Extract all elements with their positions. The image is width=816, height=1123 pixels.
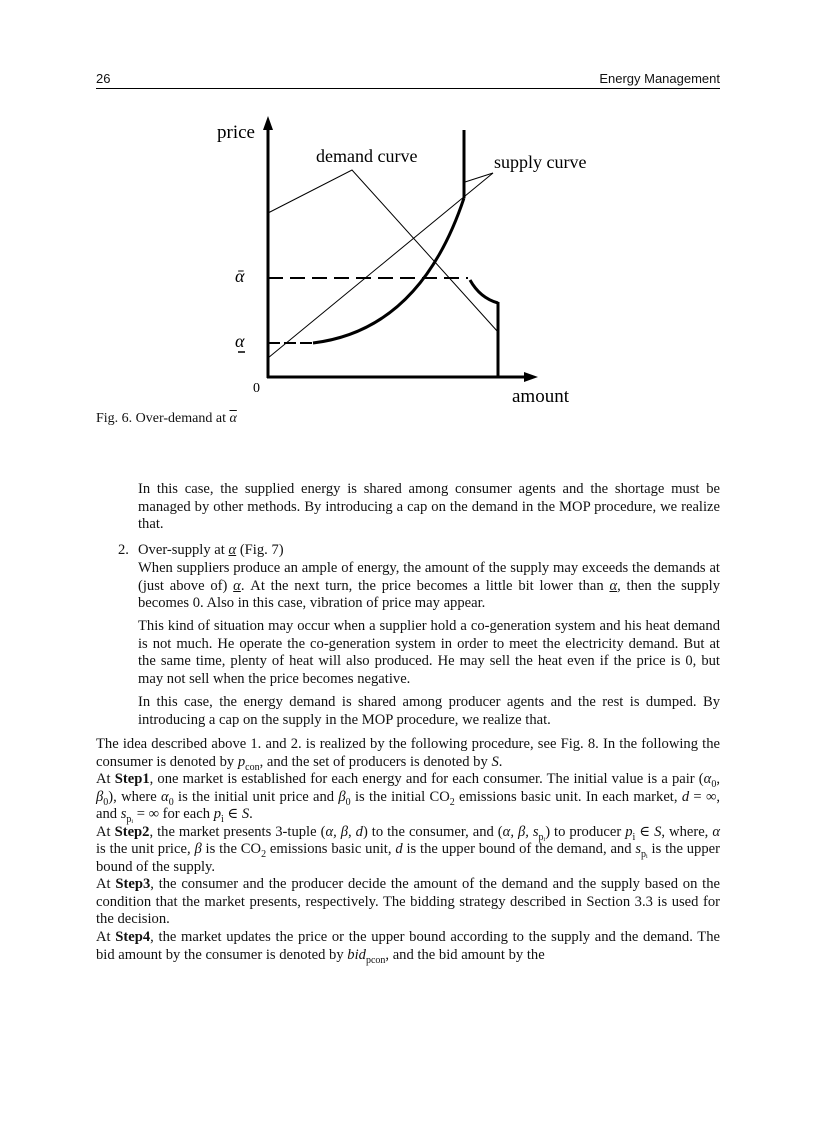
math-symbol: bid (347, 946, 366, 963)
subscript: pᵢ (538, 831, 546, 843)
bold-term: Step1 (114, 771, 150, 788)
subscript: 2 (261, 849, 267, 861)
subscript: con (245, 761, 260, 773)
math-symbol: α (703, 771, 712, 788)
math-symbol: p (213, 806, 221, 823)
math-symbol: β (338, 788, 346, 805)
demand-curve-label: demand curve (316, 146, 418, 166)
alpha-under-label: α (235, 331, 245, 351)
text-run: , the market presents 3-tuple ( (149, 823, 326, 840)
subscript: 0 (103, 796, 109, 808)
paragraph-oversupply (138, 560, 720, 613)
supply-curve-label: supply curve (494, 152, 587, 172)
text-run: This kind of situation may occur when a supplier hold a co-generation system and his heat demand is not much. He operate the co-generation system in order to meet the electricity demand. But at the same time, plenty of heat will also produced. He may sell the heat even if the price is 0, but may not sell when the price becomes negative. (138, 618, 720, 687)
text-run: is the CO (201, 841, 262, 858)
text-run: . (498, 753, 503, 770)
text-run: = ∞, and (96, 788, 720, 823)
text-run: is the initial unit price and (173, 788, 339, 805)
page-number: 26 (96, 71, 111, 86)
subscript: i (220, 814, 224, 826)
math-symbol: d (395, 841, 403, 858)
text-run: ∈ (635, 823, 655, 840)
text-run: = ∞ for each (133, 806, 214, 823)
paragraph-procedure (96, 736, 720, 964)
supply-leader (465, 173, 493, 182)
text-run: , (716, 771, 720, 788)
math-symbol: d (681, 788, 690, 805)
figure-caption (96, 411, 237, 427)
text-run: . At the next turn, the price becomes a little bit lower than (240, 577, 610, 594)
text-run: At (96, 876, 116, 893)
text-run: emissions basic unit, (266, 841, 396, 858)
math-symbol: α (609, 577, 618, 594)
math-symbol: α, β, d (325, 823, 363, 840)
math-symbol: $\overline{\alpha}$ (229, 411, 237, 426)
x-axis-arrow (524, 372, 538, 382)
bold-term: Step2 (114, 823, 150, 840)
subscript: i (632, 831, 636, 843)
text-run: . (249, 806, 253, 823)
subscript: pᵢ (641, 849, 648, 861)
text-run: , the consumer and the producer decide the amount of the demand and the supply based on the condition that the market presents, respectively. The bidding strategy described in Section 3.3 is used for the decision. (96, 876, 720, 928)
math-symbol: p (237, 753, 246, 770)
math-symbol: S (654, 823, 662, 840)
math-symbol: α (228, 542, 237, 558)
text-run: When suppliers produce an ample of energy, the amount of the supply may exceeds the demands at (just above of) (138, 560, 720, 594)
text-run: , then the supply becomes 0. Also in this case, vibration of price may appear. (138, 577, 720, 612)
math-symbol: s (635, 841, 642, 858)
list-number-2: 2. (118, 542, 129, 558)
math-symbol: S (491, 753, 499, 770)
text-run: , where, (661, 823, 713, 840)
supply-curve (313, 198, 464, 343)
text-run: The idea described above 1. and 2. is realized by the following procedure, see Fig. 8. In the following the consumer is denoted by (96, 736, 720, 770)
text-run: , and the bid amount by the (385, 946, 545, 963)
text-run: Fig. 6. Over-demand at (96, 411, 230, 426)
text-run: is the upper bound of the demand, and (402, 841, 636, 858)
text-run: At (96, 929, 116, 946)
subscript: pcon (365, 954, 386, 966)
subscript: pᵢ (126, 814, 134, 826)
text-run: ) to the consumer, and ( (362, 823, 503, 840)
text-run: ), where (108, 788, 162, 805)
x-axis-label: amount (512, 386, 569, 407)
figure-diagram (0, 0, 816, 420)
text-run: (Fig. 7) (236, 542, 284, 558)
paragraph-cogeneration (138, 618, 720, 688)
supply-line (268, 173, 493, 358)
text-run: is the unit price, (96, 841, 195, 858)
math-symbol: S (241, 806, 250, 823)
text-run: , and the set of producers is denoted by (259, 753, 492, 770)
text-run: is the upper bound of the supply. (96, 841, 720, 875)
math-symbol: β (194, 841, 202, 858)
running-title: Energy Management (599, 71, 720, 86)
text-run: , one market is established for each energy and for each consumer. The initial value is a pair ( (149, 771, 704, 788)
text-run: ) to producer (545, 823, 626, 840)
alpha-bar-label: ᾱ (235, 266, 245, 286)
bold-term: Step3 (115, 876, 151, 893)
text-run: In this case, the energy demand is shared among producer agents and the rest is dumped. By introducing a cap on the supply in the MOP procedure, we realize that. (138, 694, 720, 728)
y-axis-label: price (217, 122, 255, 143)
bold-term: Step4 (115, 929, 151, 946)
text-run: At (96, 771, 115, 788)
math-symbol: p (625, 823, 633, 840)
text-run: , the market updates the price or the upper bound according to the supply and the demand. The bid amount by the consumer is denoted by (96, 929, 720, 963)
text-run: At (96, 823, 115, 840)
list-item-title (138, 542, 720, 560)
demand-cap-arc (470, 280, 498, 303)
text-run: In this case, the supplied energy is shared among consumer agents and the shortage must be managed by other methods. By introducing a cap on the demand in the MOP procedure, we realize that. (138, 481, 720, 533)
paragraph-shortage (138, 481, 720, 534)
math-symbol: α (161, 788, 169, 805)
text-run: ∈ (223, 806, 242, 823)
subscript: 0 (168, 796, 174, 808)
paragraph-dumped (138, 694, 720, 729)
text-run: emissions basic unit. In each market, (454, 788, 682, 805)
y-axis-arrow (263, 116, 273, 130)
origin-label: 0 (253, 381, 260, 396)
math-symbol: α, β, s (502, 823, 539, 840)
subscript: 0 (345, 796, 351, 808)
subscript: 0 (711, 779, 717, 790)
text-run: is the initial CO (350, 788, 450, 805)
math-symbol: β (96, 788, 104, 805)
text-run: Over-supply at (138, 542, 229, 558)
math-symbol: α (712, 823, 720, 840)
math-symbol: s (120, 806, 127, 823)
math-symbol: α (233, 577, 241, 594)
subscript: 2 (449, 796, 455, 808)
